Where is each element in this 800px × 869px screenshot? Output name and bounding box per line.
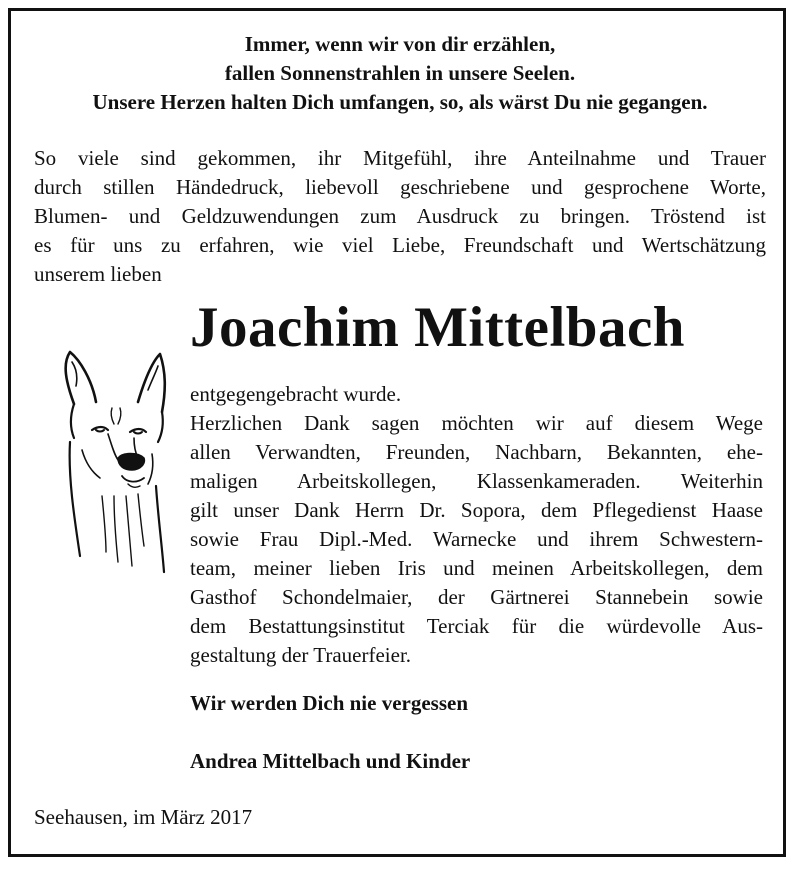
intro-line: durch stillen Händedruck, liebevoll geschriebene und gesprochene Worte, [34, 175, 766, 199]
thanks-line: gestaltung der Trauerfeier. [190, 643, 412, 667]
deceased-name: Joachim Mittelbach [190, 296, 686, 359]
verse-line: Unsere Herzen halten Dich umfangen, so, als wärst Du nie gegangen. [92, 90, 708, 114]
intro-line: es für uns zu erfahren, wie viel Liebe, Freundschaft und Wertschätzung [34, 233, 766, 257]
thanks-line: allen Verwandten, Freunden, Nachbarn, Bekannten, ehe- [190, 440, 763, 464]
thanks-line: maligen Arbeitskollegen, Klassenkameraden. Weiterhin [190, 469, 763, 493]
intro-line: unserem lieben [34, 262, 162, 286]
thanks-line: Gasthof Schondelmaier, der Gärtnerei Stannebein sowie [190, 585, 763, 609]
thanks-paragraph [190, 380, 763, 670]
verse-line: Immer, wenn wir von dir erzählen, [244, 32, 556, 56]
verse-line: fallen Sonnenstrahlen in unsere Seelen. [224, 61, 576, 85]
intro-line: Blumen- und Geldzuwendungen zum Ausdruck zu bringen. Tröstend ist [34, 204, 766, 228]
intro-line: So viele sind gekommen, ihr Mitgefühl, ihre Anteilnahme und Trauer [34, 146, 766, 170]
place-and-date: Seehausen, im März 2017 [34, 805, 253, 829]
thanks-line: dem Bestattungsinstitut Terciak für die würdevolle Aus- [190, 614, 763, 638]
closing-line: Wir werden Dich nie vergessen [190, 691, 469, 715]
signature: Andrea Mittelbach und Kinder [190, 749, 471, 773]
intro-paragraph [34, 144, 766, 289]
thanks-line: gilt unser Dank Herrn Dr. Sopora, dem Pflegedienst Haase [190, 498, 763, 522]
memorial-verse [11, 30, 789, 117]
thanks-line: Herzlichen Dank sagen möchten wir auf diesem Wege [190, 411, 763, 435]
thanks-line: entgegengebracht wurde. [190, 382, 402, 406]
thanks-line: team, meiner lieben Iris und meinen Arbeitskollegen, dem [190, 556, 763, 580]
dog-head-drawing-icon [52, 346, 178, 582]
thanks-line: sowie Frau Dipl.-Med. Warnecke und ihrem Schwestern- [190, 527, 763, 551]
